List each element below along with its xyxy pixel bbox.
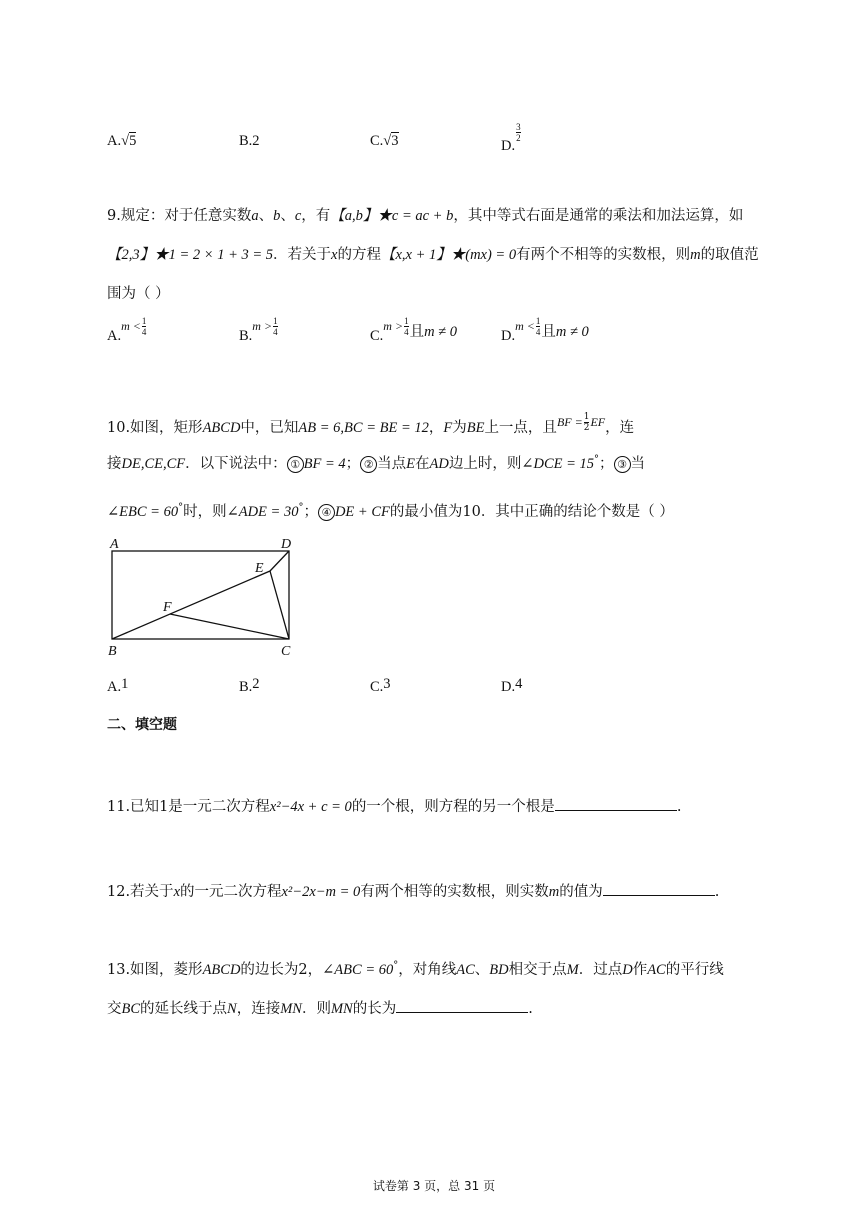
- section-title: 二、填空题: [107, 717, 177, 733]
- answer-blank[interactable]: [603, 881, 715, 896]
- answer-blank[interactable]: [396, 998, 528, 1013]
- q11: 11.已知1是一元二次方程x²−4x + c = 0的一个根，则方程的另一个根是 .: [107, 795, 681, 816]
- q13-line1: 13.如图，菱形ABCD的边长为2，∠ABC = 60°，对角线AC、BD相交于点M．过点D作AC的平行线: [107, 960, 724, 978]
- q8-option-c[interactable]: C.√3: [370, 133, 399, 149]
- label-f: F: [163, 600, 172, 615]
- q9-line3: 围为（ ）: [107, 286, 170, 302]
- label-a: A: [110, 537, 119, 552]
- q10-line2: 接DE,CE,CF．以下说法中： ① BF = 4； ② 当点E在AD边上时，则∠DCE = 15°； ③ 当: [107, 454, 646, 472]
- label-c: C: [281, 644, 291, 659]
- q9-option-d[interactable]: D.m < $\frac{1}{4}$ 且m ≠ 0: [501, 316, 589, 344]
- q8-option-b[interactable]: B.2: [239, 133, 260, 149]
- answer-blank[interactable]: [555, 796, 677, 811]
- segment-de: [270, 551, 289, 571]
- q8-option-d[interactable]: D. $\frac{3}{2}$: [501, 122, 521, 154]
- q10-option-a[interactable]: A.1: [107, 676, 129, 695]
- q9-option-c[interactable]: C.m > $\frac{1}{4}$ 且m ≠ 0: [370, 316, 457, 344]
- segment-be: [112, 571, 270, 639]
- q9-option-b[interactable]: B.m > $\frac{1}{4}$: [239, 316, 278, 344]
- fraction: $\frac{3}{2}$: [516, 122, 521, 143]
- label-b: B: [108, 644, 117, 659]
- q10-option-d[interactable]: D.4: [501, 676, 523, 695]
- q9-line2: 【2,3】★1 = 2 × 1 + 3 = 5．若关于x的方程【x,x + 1】★(mx) = 0有两个不相等的实数根，则m的取值范: [107, 247, 759, 263]
- label-e: E: [255, 561, 264, 576]
- q9-option-a[interactable]: A.m < $\frac{1}{4}$: [107, 316, 147, 344]
- q10-option-b[interactable]: B.2: [239, 676, 260, 695]
- q10-line3: ∠EBC = 60°时，则∠ADE = 30°； ④ DE + CF的最小值为10．其中正确的结论个数是（ ）: [107, 502, 674, 520]
- rectangle-figure: [100, 530, 310, 660]
- q13-line2: 交BC的延长线于点N，连接MN．则MN的长为 .: [107, 997, 533, 1018]
- q9-line1: 9.规定：对于任意实数a、b、c，有【a,b】★c = ac + b，其中等式右面是通常的乘法和加法运算，如: [107, 208, 744, 224]
- segment-ce: [270, 571, 289, 639]
- page-footer: 试卷第 3 页，总 31 页: [372, 1179, 496, 1193]
- q10-option-c[interactable]: C.3: [370, 676, 391, 695]
- q12: 12.若关于x的一元二次方程x²−2x−m = 0有两个相等的实数根，则实数m的值为 .: [107, 880, 719, 901]
- segment-cf: [170, 614, 289, 639]
- q10-line1: 10.如图，矩形ABCD中，已知AB = 6,BC = BE = 12，F为BE上一点，且$^{BF =}$ $\frac{1}{2}$ $^{EF}$，连: [107, 412, 635, 436]
- label-d: D: [281, 537, 292, 552]
- q8-option-a[interactable]: A.√5: [107, 133, 137, 149]
